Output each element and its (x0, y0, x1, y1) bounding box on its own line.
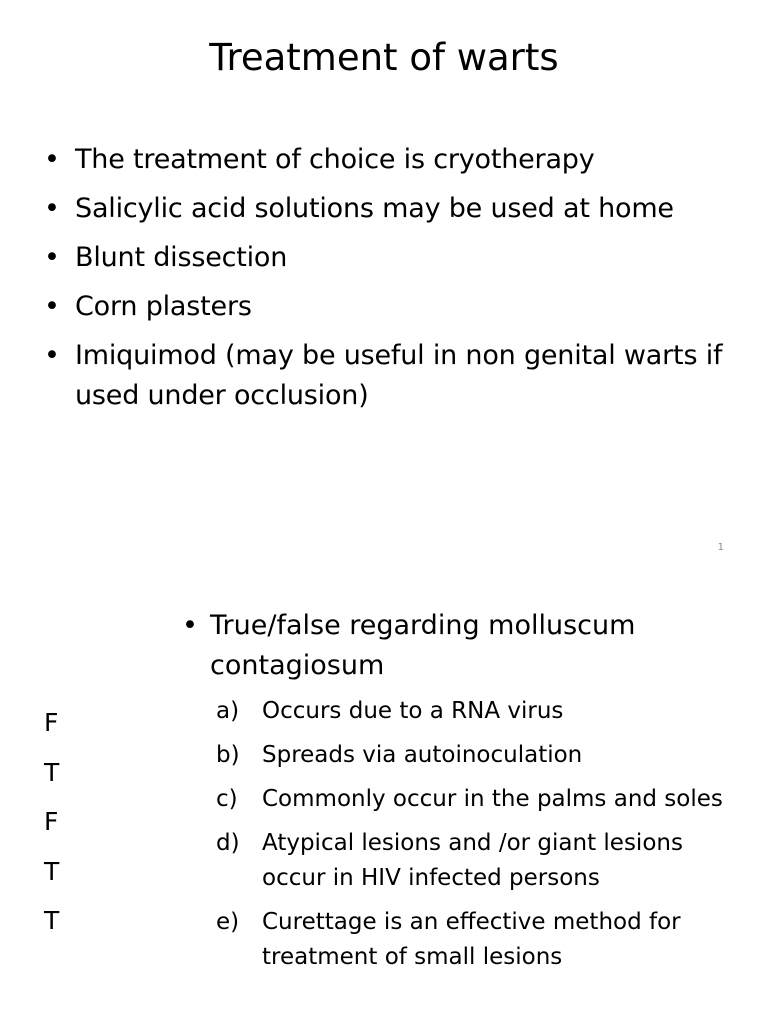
bullet-dot: • (44, 242, 60, 273)
option-item (216, 782, 726, 817)
bullet-item (44, 336, 734, 416)
bullet-text: Blunt dissection (75, 242, 288, 273)
option-item (216, 694, 726, 729)
option-item (216, 738, 726, 773)
bullet-item (44, 287, 734, 327)
option-letter: d) (216, 830, 240, 856)
bullet-list (44, 140, 734, 425)
slide-number: 1 (717, 542, 724, 553)
bullet-dot: • (44, 340, 60, 371)
answer-item: F (44, 807, 59, 836)
question-text-block (182, 606, 750, 686)
answer-item: T (44, 856, 60, 886)
option-text: Atypical lesions and /or giant lesions occur in HIV infected persons (262, 830, 683, 891)
answer-item: T (44, 906, 60, 935)
slide-title: Treatment of warts (209, 36, 559, 79)
option-letter: c) (216, 786, 238, 812)
option-list (216, 694, 726, 984)
bullet-text: Imiquimod (may be useful in non genital warts if used under occlusion) (75, 340, 723, 411)
option-item (216, 826, 726, 896)
answer-item: T (44, 757, 60, 787)
option-text: Commonly occur in the palms and soles (262, 786, 723, 812)
bullet-item (44, 238, 734, 278)
bullet-text: The treatment of choice is cryotherapy (75, 144, 595, 175)
bullet-item (44, 140, 734, 180)
question-text: True/false regarding molluscum contagiosum (210, 610, 636, 681)
answer-key (44, 698, 74, 946)
option-text: Curettage is an effective method for treatment of small lesions (262, 909, 681, 970)
bullet-dot: • (44, 291, 60, 322)
option-text: Spreads via autoinoculation (262, 742, 583, 768)
bullet-dot: • (182, 610, 198, 641)
option-letter: b) (216, 742, 240, 768)
option-letter: a) (216, 698, 240, 724)
bullet-text: Salicylic acid solutions may be used at home (75, 193, 674, 224)
bullet-item (44, 189, 734, 229)
bullet-text: Corn plasters (75, 291, 252, 322)
option-text: Occurs due to a RNA virus (262, 698, 564, 724)
option-item (216, 905, 726, 975)
bullet-dot: • (44, 193, 60, 224)
slide-2 (0, 566, 768, 1024)
bullet-dot: • (44, 144, 60, 175)
option-letter: e) (216, 909, 240, 935)
answer-item: F (44, 708, 59, 737)
